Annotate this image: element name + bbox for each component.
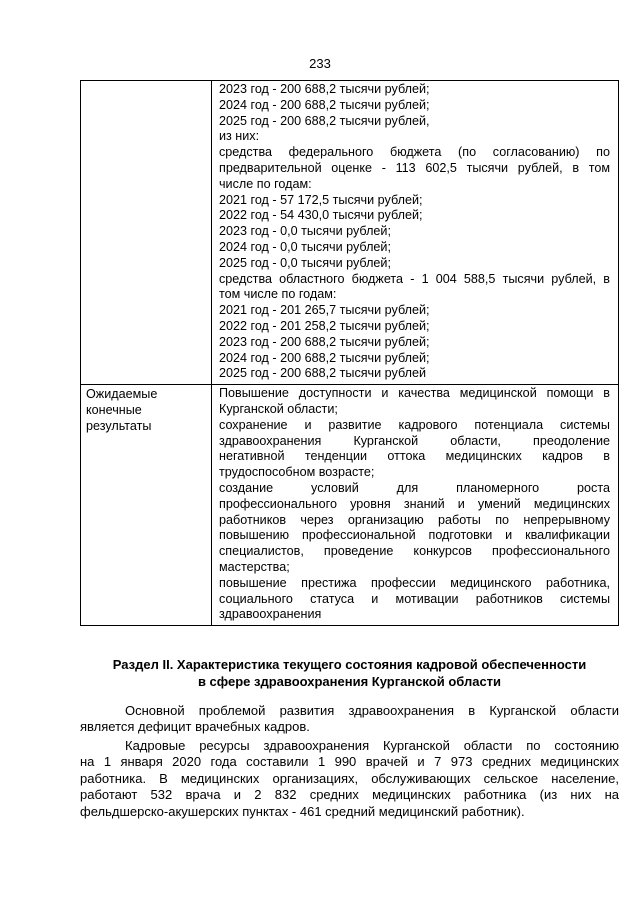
- text-line: 2022 год - 201 258,2 тысячи рублей;: [219, 318, 430, 333]
- paragraph-line: на 1 января 2020 года составили 1 990 врачей и 7 973 средних медицинских: [80, 754, 619, 770]
- text-line: 2025 год - 0,0 тысячи рублей;: [219, 255, 391, 270]
- expected-results-content: [212, 385, 619, 626]
- text-line: здравоохранения: [219, 607, 322, 622]
- label-line: Ожидаемые: [86, 387, 158, 402]
- text-line: трудоспособном возрасте;: [219, 465, 375, 480]
- text-line: 2023 год - 200 688,2 тысячи рублей;: [219, 82, 430, 96]
- paragraph-line: является дефицит врачебных кадров.: [80, 719, 310, 735]
- paragraph-line: фельдшерско-акушерских пунктах - 461 средний медицинский работник).: [80, 803, 525, 819]
- text-line: 2021 год - 201 265,7 тысячи рублей;: [219, 303, 430, 318]
- text-line: работников через организацию работы по непрерывному: [219, 512, 610, 527]
- section-title-line: Раздел II. Характеристика текущего состояния кадровой обеспеченности: [112, 657, 587, 672]
- text-line: 2024 год - 0,0 тысячи рублей;: [219, 239, 391, 254]
- text-line: предварительной оценке - 113 602,5 тысячи рублей, в том: [219, 160, 610, 175]
- paragraph-line: работника. В медицинских организациях, обслуживающих сельское население,: [80, 770, 619, 786]
- text-line: 2021 год - 57 172,5 тысячи рублей;: [219, 192, 423, 207]
- text-line: негативной тенденции оттока медицинских кадров в: [219, 449, 610, 464]
- page-number: 233: [309, 56, 331, 71]
- section-title: [80, 656, 619, 690]
- label-line: результаты: [86, 418, 152, 433]
- text-line: здравоохранения Курганской области, преодоление: [219, 433, 610, 448]
- label-line: конечные: [86, 402, 142, 417]
- text-line: 2023 год - 200 688,2 тысячи рублей;: [219, 334, 430, 349]
- paragraph-2: [80, 738, 619, 820]
- text-line: 2025 год - 200 688,2 тысячи рублей: [219, 366, 426, 381]
- text-line: создание условий для планомерного роста: [219, 480, 610, 495]
- paragraph-line: работают 532 врача и 2 832 средних медицинских работника (из них на: [80, 787, 619, 803]
- text-line: из них:: [219, 129, 260, 144]
- text-line: 2024 год - 200 688,2 тысячи рублей;: [219, 350, 430, 365]
- text-line: числе по годам:: [219, 176, 312, 191]
- paragraph-1: [80, 703, 619, 736]
- text-line: сохранение и развитие кадрового потенциала системы: [219, 417, 610, 432]
- paragraph-line: Основной проблемой развития здравоохранения в Курганской области: [125, 703, 619, 718]
- section-title-line: в сфере здравоохранения Курганской области: [197, 674, 502, 689]
- table-row-expected-results: [81, 385, 619, 626]
- text-line: 2024 год - 200 688,2 тысячи рублей;: [219, 97, 430, 112]
- text-line: специалистов, проведение конкурсов профессионального: [219, 544, 610, 559]
- text-line: профессионального уровня знаний и умений медицинских: [219, 496, 610, 511]
- financing-content: [212, 81, 619, 385]
- text-line: Повышение доступности и качества медицинской помощи в: [219, 386, 610, 401]
- text-line: 2023 год - 0,0 тысячи рублей;: [219, 224, 391, 239]
- text-line: 2022 год - 54 430,0 тысячи рублей;: [219, 208, 423, 223]
- text-line: социального статуса и мотивации работников системы: [219, 591, 610, 606]
- text-line: Курганской области;: [219, 401, 338, 416]
- text-line: 2025 год - 200 688,2 тысячи рублей,: [219, 113, 430, 128]
- text-line: повышение престижа профессии медицинского работника,: [219, 575, 610, 590]
- text-line: мастерства;: [219, 559, 290, 574]
- row-label-expected-results: [81, 385, 212, 626]
- program-passport-table: [80, 80, 619, 626]
- table-row-financing: [81, 81, 619, 385]
- row-label-empty: [81, 81, 212, 385]
- text-line: повышению профессиональной подготовки и квалификации: [219, 528, 610, 543]
- text-line: том числе по годам:: [219, 287, 337, 302]
- paragraph-line: Кадровые ресурсы здравоохранения Курганской области по состоянию: [125, 738, 619, 753]
- text-line: средства областного бюджета - 1 004 588,5 тысячи рублей, в: [219, 271, 610, 286]
- text-line: средства федерального бюджета (по согласованию) по: [219, 145, 610, 160]
